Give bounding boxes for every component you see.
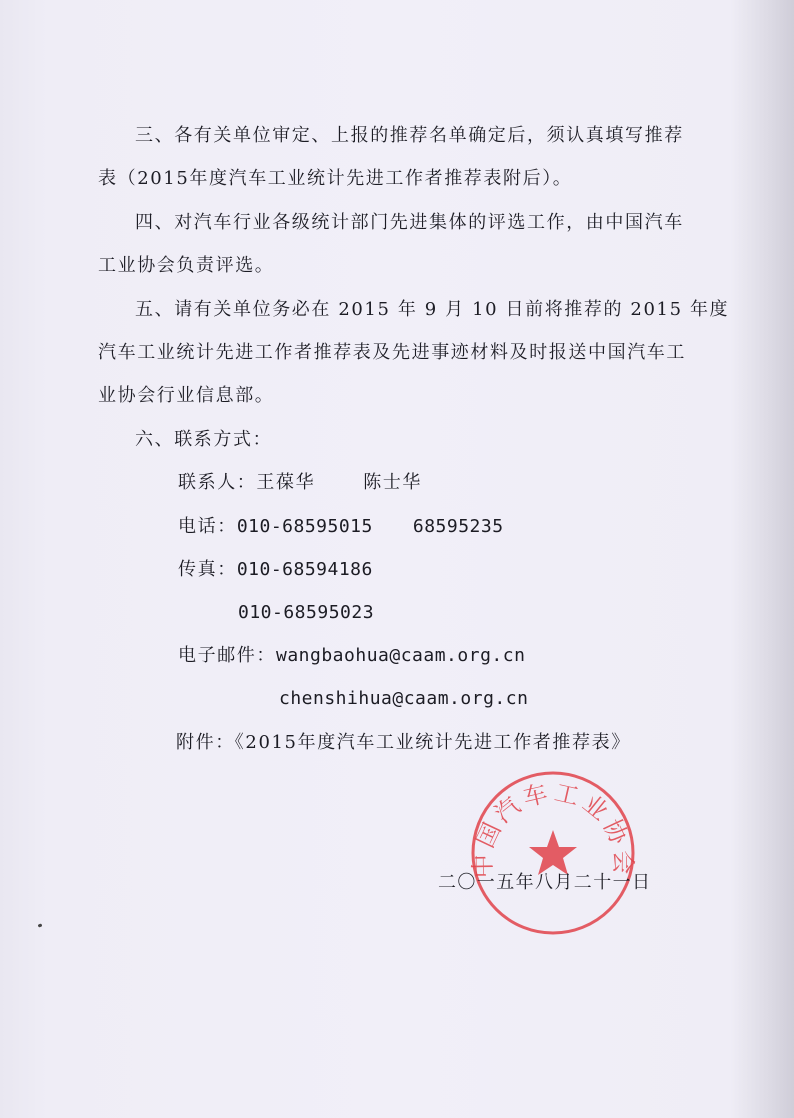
email-address-1: wangbaohua@caam.org.cn (276, 645, 526, 666)
fax-label: 传真： (178, 559, 237, 580)
para3-line2: 表（2015年度汽车工业统计先进工作者推荐表附后）。 (98, 168, 573, 189)
fax-row (178, 557, 373, 583)
document-date: 二〇一五年八月二十一日 (438, 872, 652, 893)
email-address-2: chenshihua@caam.org.cn (279, 688, 529, 709)
fax-number-2: 010-68595023 (238, 602, 375, 623)
para6-heading: 六、联系方式： (135, 429, 273, 450)
para5-line3: 业协会行业信息部。 (98, 385, 275, 406)
phone-number-1: 010-68595015 (236, 516, 373, 537)
contact-row (178, 470, 422, 496)
para5-line2: 汽车工业统计先进工作者推荐表及先进事迹材料及时报送中国汽车工 (98, 342, 686, 363)
contact-person-1: 王葆华 (256, 472, 316, 493)
contact-label: 联系人： (178, 472, 257, 493)
scan-speck (38, 923, 43, 927)
contact-person-2: 陈士华 (363, 472, 423, 493)
para5-line1: 五、请有关单位务必在 2015 年 9 月 10 日前将推荐的 2015 年度 (135, 299, 730, 320)
official-seal (468, 768, 638, 938)
seal-lettering: 中国汽车工业协会 (468, 778, 638, 879)
phone-label: 电话： (178, 516, 237, 537)
email-label: 电子邮件： (178, 645, 276, 666)
fax-number-1: 010-68594186 (236, 559, 373, 580)
attachment-line: 附件：《2015年度汽车工业统计先进工作者推荐表》 (176, 732, 631, 753)
phone-number-2: 68595235 (412, 516, 504, 537)
phone-row (178, 514, 504, 540)
para3-line1: 三、各有关单位审定、上报的推荐名单确定后，须认真填写推荐 (135, 125, 684, 146)
para4-line2: 工业协会负责评选。 (98, 255, 275, 276)
para4-line1: 四、对汽车行业各级统计部门先进集体的评选工作，由中国汽车 (135, 212, 684, 233)
seal-star-icon (529, 830, 577, 875)
email-row (178, 643, 525, 669)
